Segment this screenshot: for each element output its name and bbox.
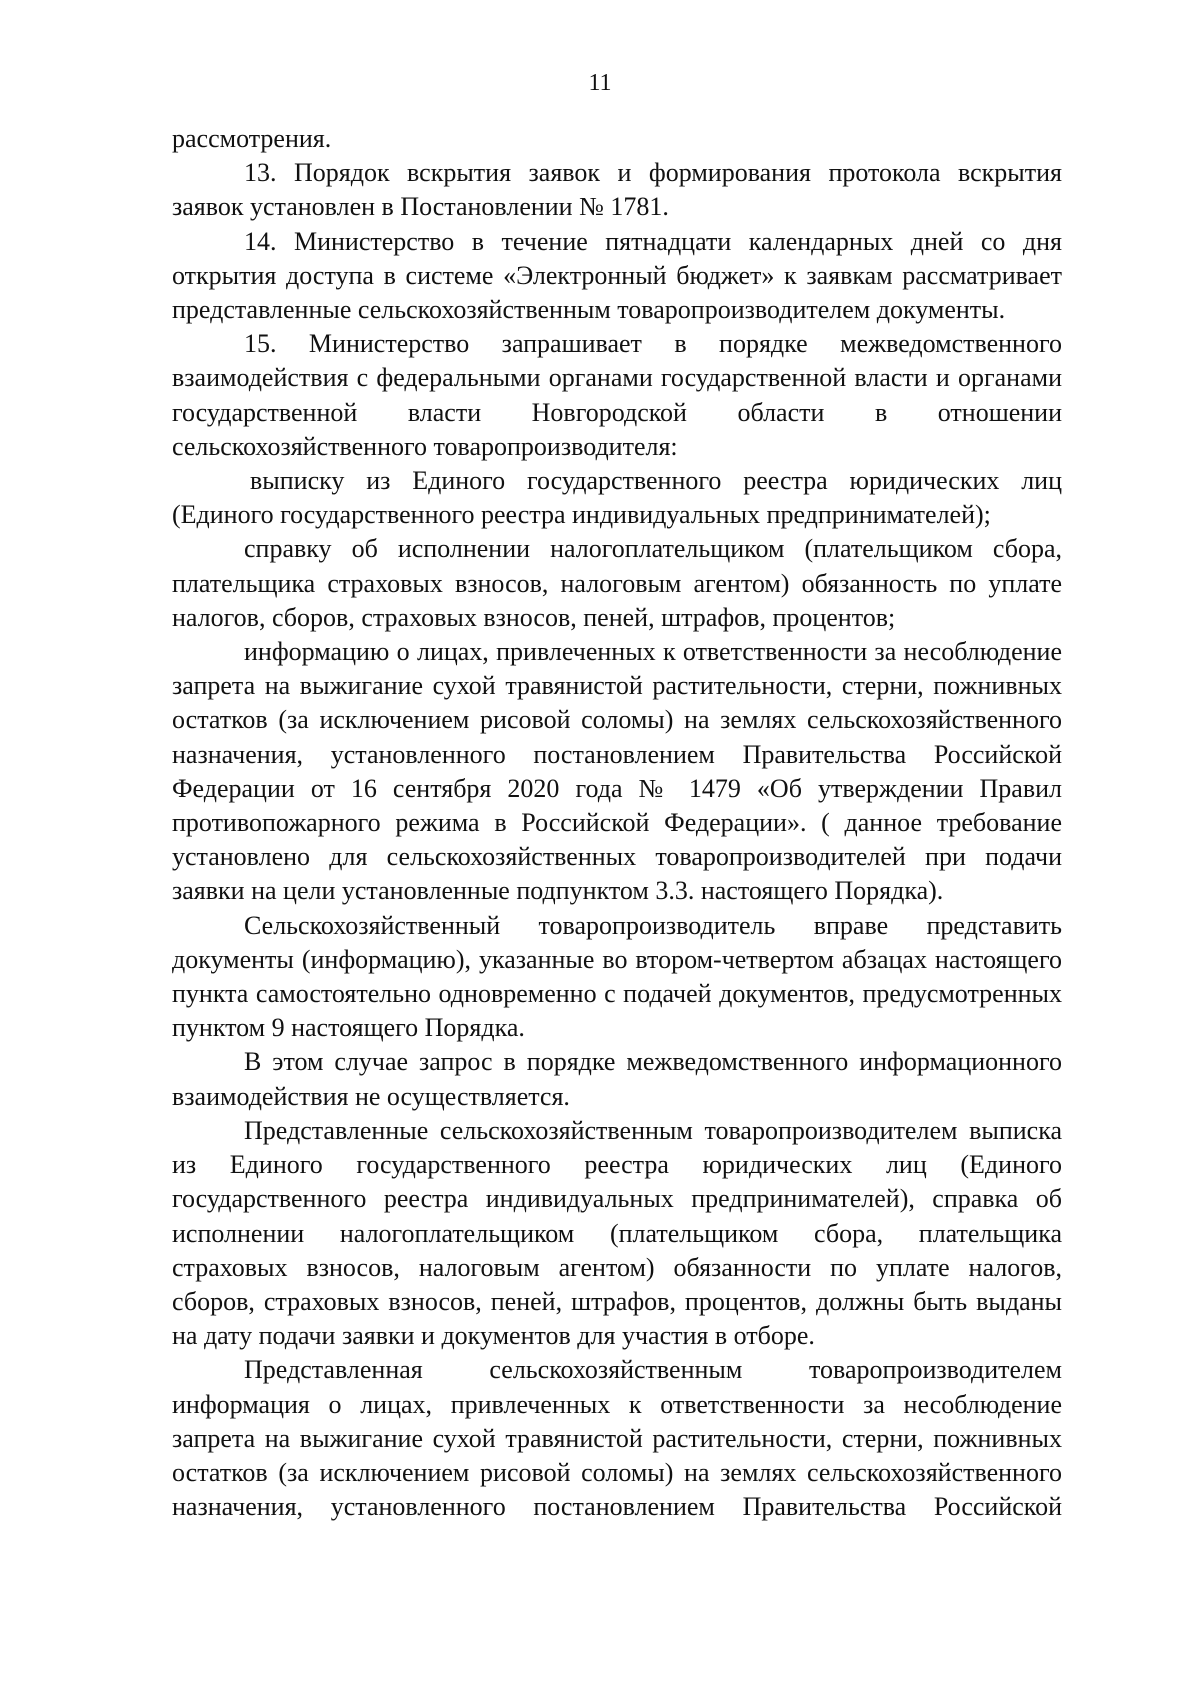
paragraph-item-15: 15. Министерство запрашивает в порядке межведомственного взаимодействия с федеральными органами государственной власти и органами государственной власти Новгородской области в отношении сельскохозяйственного товаропроизводителя: [172,329,1062,461]
paragraph-item-13: 13. Порядок вскрытия заявок и формирования протокола вскрытия заявок установлен в Постановлении № 1781. [172,158,1062,222]
page-number: 11 [588,70,612,96]
document-body [172,122,1062,1524]
paragraph-documents-date: Представленные сельскохозяйственным товаропроизводителем выписка из Единого государственного реестра юридических лиц (Единого государственного реестра индивидуальных предпринимателей), справка об исполнении налогоплательщиком (плательщиком сбора, плательщика страховых взносов, налоговым агентом) обязанности по уплате налогов, сборов, страховых взносов, пеней, штрафов, процентов, должны быть выданы на дату подачи заявки и документов для участия в отборе. [172,1115,1062,1351]
paragraph-tax-certificate: справку об исполнении налогоплательщиком (плательщиком сбора, плательщика страховых взносов, налоговым агентом) обязанность по уплате налогов, сборов, страховых взносов, пеней, штрафов, процентов; [172,534,1062,632]
paragraph-continuation: рассмотрения. [172,124,332,153]
paragraph-egrul-extract: выписку из Единого государственного реестра юридических лиц (Единого государственного реестра индивидуальных предпринимателей); [172,466,1062,530]
paragraph-item-14: 14. Министерство в течение пятнадцати календарных дней со дня открытия доступа в системе «Электронный бюджет» к заявкам рассматривает представленные сельскохозяйственным товаропроизводителем документы. [172,226,1062,325]
paragraph-submitted-info: Представленная сельскохозяйственным товаропроизводителем информация о лицах, привлеченных к ответственности за несоблюдение запрета на выжигание сухой травянистой растительности, стерни, пожнивных остатков (за исключением рисовой соломы) на землях сельскохозяйственного назначения, установленного постановлением Правительства Российской [172,1355,1062,1522]
paragraph-producer-right: Сельскохозяйственный товаропроизводитель вправе представить документы (информацию), указанные во втором-четвертом абзацах настоящего пункта самостоятельно одновременно с подачей документов, предусмотренных пунктом 9 настоящего Порядка. [172,910,1062,1043]
paragraph-fire-safety-info: информацию о лицах, привлеченных к ответственности за несоблюдение запрета на выжигание сухой травянистой растительности, стерни, пожнивных остатков (за исключением рисовой соломы) на землях сельскохозяйственного назначения, установленного постановлением Правительства Российской Федерации от 16 сентября 2020 года № 1479 «Об утверждении Правил противопожарного режима в Российской Федерации». ( данное требование установлено для сельскохозяйственных товаропроизводителей при подачи заявки на цели установленные подпунктом 3.3. настоящего Порядка). [172,637,1062,906]
paragraph-no-request: В этом случае запрос в порядке межведомственного информационного взаимодействия не осуществляется. [172,1047,1062,1111]
